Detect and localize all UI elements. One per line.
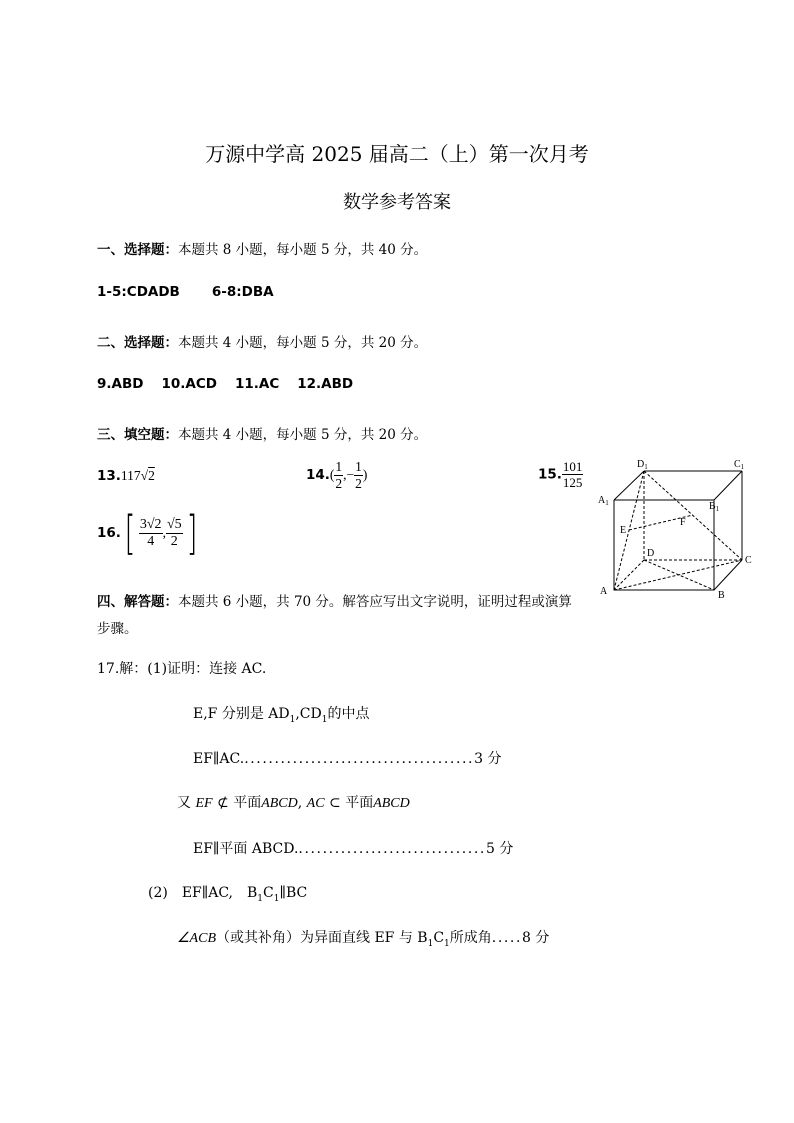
answer-16: 16.[ $\frac{3√2}{4}$ , $\frac{√5}{2}$ ] (97, 506, 197, 560)
section-1-text: 本题共 8 小题，每小题 5 分，共 40 分。 (178, 242, 428, 258)
label-C: C (745, 555, 752, 566)
label-C1: $C_1$ (734, 459, 745, 471)
section-4-text-1: 本题共 6 小题，共 70 分。解答应写出文字说明，证明过程或演算 (178, 594, 572, 610)
answer-10: 10.ACD (161, 376, 217, 392)
label-D: D (647, 548, 655, 559)
page-title: 万源中学高 2025 届高二（上）第一次月考 (205, 142, 589, 166)
section-4-text-2: 步骤。 (97, 621, 138, 637)
fraction-101-125: $\frac{101}{125}$ (562, 459, 583, 490)
fraction-half-2: $\frac{1}{2}$ (355, 459, 362, 491)
section-4-heading (97, 590, 572, 610)
section-2-label: 二、选择题： (97, 335, 178, 351)
fraction-half-1: $\frac{1}{2}$ (335, 459, 343, 491)
answer-1-5: 1-5:CDADB (97, 284, 180, 300)
fraction-3root2-4: $\frac{3√2}{4}$ (139, 516, 162, 549)
label-E: E (620, 525, 627, 536)
label-A: A (600, 586, 608, 597)
answer-14: 14.( $\frac{1}{2}$ ,− $\frac{1}{2}$ ) (306, 459, 368, 491)
answer-13-radicand: 2 (148, 468, 155, 483)
answer-13: 13.117√2 (97, 468, 155, 484)
answer-16-label: 16. (97, 525, 121, 541)
section-2-heading (97, 331, 427, 351)
label-D1: $D_1$ (637, 459, 648, 471)
score-8: 8 分 (522, 930, 550, 946)
cube-front-face (614, 500, 714, 590)
score-3: 3 分 (474, 751, 502, 767)
solution-17-line-3: EF∥AC.......................................3 分 (193, 751, 502, 767)
answer-12: 12.ABD (297, 376, 354, 392)
section-1-heading (97, 238, 427, 258)
answer-14-label: 14. (306, 467, 330, 483)
section-3-heading (97, 423, 427, 443)
section-3-text: 本题共 4 小题，每小题 5 分，共 20 分。 (178, 427, 428, 443)
fraction-root5-2: $\frac{√5}{2}$ (166, 516, 182, 549)
page-subtitle: 数学参考答案 (343, 192, 451, 213)
solution-17-line-4: 又 EF ⊄ 平面ABCD, AC ⊂ 平面ABCD (177, 795, 410, 811)
answer-13-label: 13. (97, 468, 121, 484)
label-F: F (680, 517, 686, 528)
answer-13-value: 117 (120, 468, 141, 483)
solution-17-line-7: ∠ACB（或其补角）为异面直线 EF 与 $B_1C_1$所成角.....8 分 (177, 930, 550, 949)
solution-17-line-1: 17.解：(1)证明：连接 AC. (97, 661, 267, 677)
section-4-label: 四、解答题： (97, 594, 178, 610)
label-B: B (718, 590, 725, 601)
cube-figure (592, 455, 752, 605)
solution-17-line-6: (2) EF∥AC, $B_1C_1\parallel BC$ (148, 885, 308, 904)
answer-15-label: 15. (538, 466, 562, 483)
answer-11: 11.AC (234, 376, 280, 392)
label-B1: $B_1$ (709, 501, 720, 513)
section-2-answers (97, 376, 353, 392)
section-1-answers (97, 284, 274, 300)
section-1-label: 一、选择题： (97, 242, 178, 258)
label-A1: $A_1$ (598, 495, 609, 507)
answer-9: 9.ABD (97, 376, 144, 392)
solution-17-line-5: EF∥平面 ABCD................................5 分 (193, 841, 514, 857)
answer-15 (538, 460, 583, 489)
answer-6-8: 6-8:DBA (211, 284, 274, 300)
section-2-text: 本题共 4 小题，每小题 5 分，共 20 分。 (178, 335, 428, 351)
solution-17-line-2: E,F 分别是 $AD_1,CD_1$的中点 (193, 706, 370, 725)
score-5: 5 分 (485, 841, 514, 857)
section-3-label: 三、填空题： (97, 427, 178, 443)
